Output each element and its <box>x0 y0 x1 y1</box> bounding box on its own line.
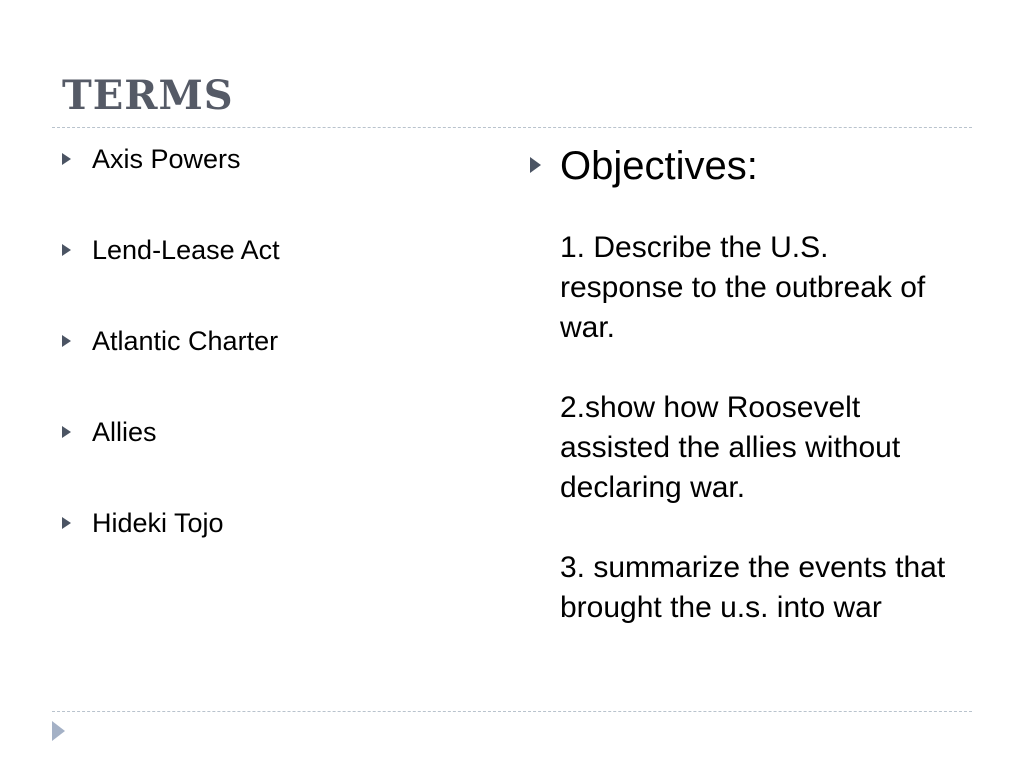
term-text: Allies <box>92 417 157 447</box>
play-arrow-icon[interactable] <box>52 721 65 741</box>
term-text: Atlantic Charter <box>92 326 279 356</box>
triangle-bullet-icon <box>530 157 541 173</box>
objectives-heading: Objectives: <box>560 144 758 188</box>
list-item <box>62 413 482 504</box>
objective-item: 1. Describe the U.S. response to the outbreak of war. <box>560 231 926 344</box>
footer-divider <box>52 711 972 712</box>
term-text: Lend-Lease Act <box>92 235 280 265</box>
triangle-bullet-icon <box>62 517 71 529</box>
triangle-bullet-icon <box>62 244 71 256</box>
term-text: Hideki Tojo <box>92 508 224 538</box>
terms-list <box>62 140 482 595</box>
list-item <box>62 504 482 595</box>
term-text: Axis Powers <box>92 144 241 174</box>
list-item <box>62 231 482 322</box>
slide-title: TERMS <box>62 72 234 119</box>
triangle-bullet-icon <box>62 153 71 165</box>
list-item <box>62 140 482 231</box>
objective-item: 2.show how Roosevelt assisted the allies without declaring war. <box>560 391 901 504</box>
triangle-bullet-icon <box>62 335 71 347</box>
title-divider <box>52 127 972 128</box>
triangle-bullet-icon <box>62 426 71 438</box>
objective-item: 3. summarize the events that brought the u.s. into war <box>560 551 946 624</box>
list-item <box>62 322 482 413</box>
